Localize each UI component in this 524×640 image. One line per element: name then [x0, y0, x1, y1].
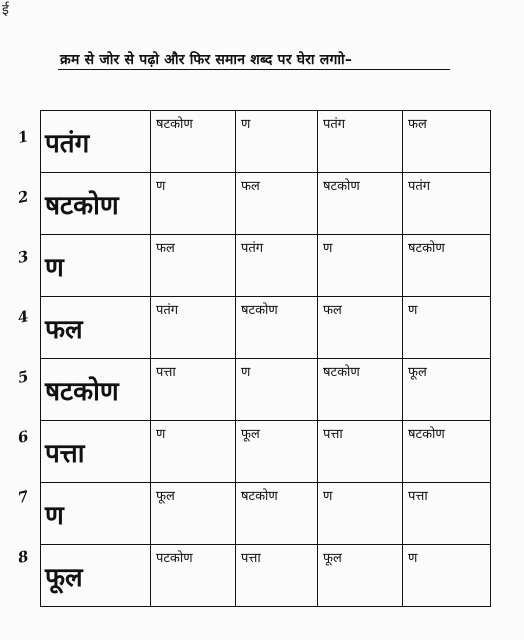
target-word: फल	[41, 297, 151, 359]
option-cell[interactable]: पतंग	[236, 235, 318, 297]
target-word: ण	[41, 235, 151, 297]
row-number: 1	[16, 127, 31, 147]
corner-mark: ई	[2, 2, 9, 18]
row-number: 3	[16, 247, 31, 267]
option-cell[interactable]: षटकोण	[318, 359, 403, 421]
option-cell[interactable]: पतंग	[151, 297, 236, 359]
row-number: 8	[16, 547, 31, 567]
option-cell[interactable]: ण	[403, 297, 491, 359]
option-cell[interactable]: फल	[318, 297, 403, 359]
target-word: पतंग	[41, 111, 151, 173]
option-cell[interactable]: पत्ता	[236, 545, 318, 607]
table-row	[41, 483, 491, 545]
option-cell[interactable]: पत्ता	[403, 483, 491, 545]
table-row	[41, 235, 491, 297]
option-cell[interactable]: पतंग	[403, 173, 491, 235]
row-number: 6	[16, 427, 31, 447]
option-cell[interactable]: फल	[403, 111, 491, 173]
option-cell[interactable]: पत्ता	[318, 421, 403, 483]
option-cell[interactable]: फूल	[318, 545, 403, 607]
row-number: 4	[16, 307, 31, 327]
target-word: फूल	[41, 545, 151, 607]
option-cell[interactable]: षटकोण	[403, 421, 491, 483]
option-cell[interactable]: षटकोण	[151, 111, 236, 173]
option-cell[interactable]: ण	[403, 545, 491, 607]
option-cell[interactable]: षटकोण	[236, 297, 318, 359]
option-cell[interactable]: पतंग	[318, 111, 403, 173]
option-cell[interactable]: ण	[151, 173, 236, 235]
instruction-underline	[58, 69, 450, 70]
word-match-table	[40, 110, 491, 607]
option-cell[interactable]: फल	[151, 235, 236, 297]
option-cell[interactable]: फूल	[151, 483, 236, 545]
option-cell[interactable]: षटकोण	[236, 483, 318, 545]
instruction-heading: क्रम से जोर से पढ़ो और फिर समान शब्द पर घेरा लगाो–	[60, 52, 353, 68]
option-cell[interactable]: ण	[236, 359, 318, 421]
target-word: षटकोण	[41, 173, 151, 235]
target-word: ण	[41, 483, 151, 545]
table-row	[41, 359, 491, 421]
option-cell[interactable]: षटकोण	[318, 173, 403, 235]
row-number: 7	[16, 487, 31, 507]
target-word: षटकोण	[41, 359, 151, 421]
option-cell[interactable]: फूल	[403, 359, 491, 421]
table-row	[41, 297, 491, 359]
table-row	[41, 173, 491, 235]
option-cell[interactable]: ण	[151, 421, 236, 483]
option-cell[interactable]: पत्ता	[151, 359, 236, 421]
row-number: 2	[16, 187, 31, 207]
option-cell[interactable]: ण	[318, 235, 403, 297]
table-row	[41, 545, 491, 607]
row-number: 5	[16, 367, 31, 387]
option-cell[interactable]: ण	[318, 483, 403, 545]
option-cell[interactable]: षटकोण	[403, 235, 491, 297]
option-cell[interactable]: फल	[236, 173, 318, 235]
table-row	[41, 111, 491, 173]
target-word: पत्ता	[41, 421, 151, 483]
option-cell[interactable]: पटकोण	[151, 545, 236, 607]
table-row	[41, 421, 491, 483]
option-cell[interactable]: ण	[236, 111, 318, 173]
option-cell[interactable]: फूल	[236, 421, 318, 483]
